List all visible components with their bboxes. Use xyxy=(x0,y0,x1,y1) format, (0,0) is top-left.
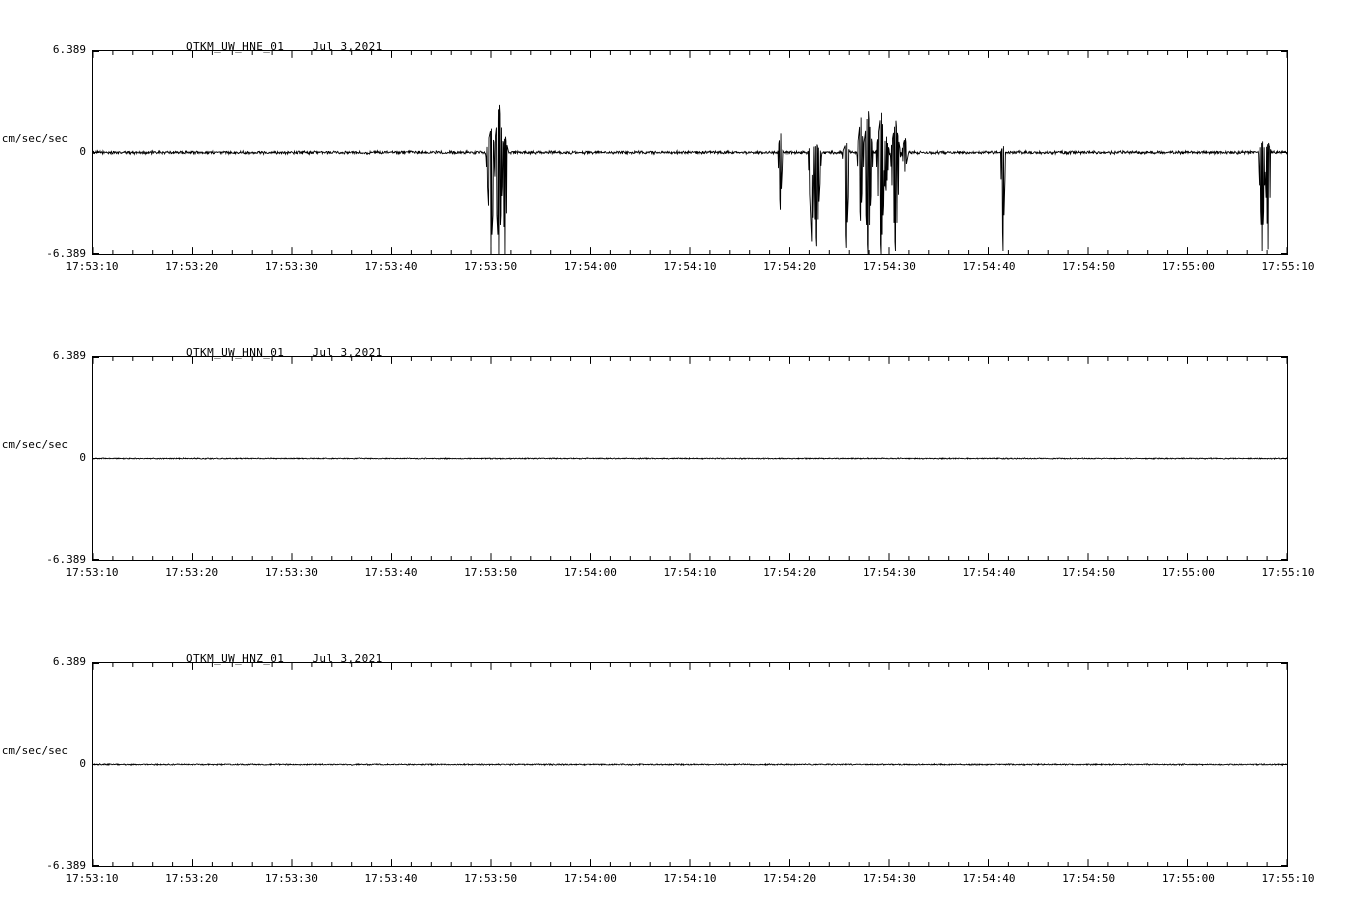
x-tick-label: 17:54:40 xyxy=(962,566,1016,579)
panel-title-hnn: QTKM_UW_HNN_01 Jul 3,2021 xyxy=(186,346,383,359)
x-tick-label: 17:53:40 xyxy=(364,260,418,273)
x-tick-label: 17:53:20 xyxy=(165,566,219,579)
x-tick-label: 17:54:50 xyxy=(1062,872,1116,885)
x-tick-label: 17:54:20 xyxy=(763,260,817,273)
x-tick-label: 17:53:40 xyxy=(364,566,418,579)
x-tick-label: 17:54:30 xyxy=(862,872,916,885)
x-tick-label: 17:55:10 xyxy=(1261,566,1315,579)
x-axis-hne xyxy=(65,260,1315,280)
x-tick-label: 17:53:40 xyxy=(364,872,418,885)
y-tick-mid-hnz: 0 xyxy=(79,757,86,770)
x-tick-label: 17:54:00 xyxy=(563,260,617,273)
x-tick-label: 17:55:10 xyxy=(1261,872,1315,885)
x-tick-label: 17:53:50 xyxy=(464,566,518,579)
x-tick-label: 17:54:50 xyxy=(1062,260,1116,273)
plot-area-hnz xyxy=(92,662,1288,867)
x-tick-label: 17:54:10 xyxy=(663,566,717,579)
x-tick-label: 17:54:50 xyxy=(1062,566,1116,579)
x-tick-label: 17:54:10 xyxy=(663,872,717,885)
y-tick-top-hnn: 6.389 xyxy=(52,349,86,362)
x-tick-label: 17:53:50 xyxy=(464,872,518,885)
panel-title-hne: QTKM_UW_HNE_01 Jul 3,2021 xyxy=(186,40,383,53)
x-tick-label: 17:53:30 xyxy=(264,872,318,885)
x-tick-label: 17:53:10 xyxy=(65,260,119,273)
y-tick-mid-hne: 0 xyxy=(79,145,86,158)
x-tick-label: 17:53:30 xyxy=(264,566,318,579)
y-tick-mid-hnn: 0 xyxy=(79,451,86,464)
x-axis-hnz xyxy=(65,872,1315,892)
y-tick-bottom-hnn: -6.389 xyxy=(46,553,86,566)
x-tick-label: 17:54:00 xyxy=(563,872,617,885)
x-tick-label: 17:53:10 xyxy=(65,566,119,579)
seismogram-panel-hne xyxy=(0,12,1358,298)
waveform-trace-hne xyxy=(93,51,1287,254)
x-tick-label: 17:53:10 xyxy=(65,872,119,885)
x-tick-label: 17:55:10 xyxy=(1261,260,1315,273)
x-tick-label: 17:55:00 xyxy=(1161,566,1215,579)
y-axis-hne xyxy=(0,43,86,260)
y-tick-bottom-hnz: -6.389 xyxy=(46,859,86,872)
seismogram-panel-hnz xyxy=(0,624,1358,910)
plot-area-hne xyxy=(92,50,1288,255)
x-tick-label: 17:54:20 xyxy=(763,872,817,885)
y-tick-top-hnz: 6.389 xyxy=(52,655,86,668)
x-tick-label: 17:53:50 xyxy=(464,260,518,273)
y-axis-hnz xyxy=(0,655,86,872)
x-tick-label: 17:55:00 xyxy=(1161,872,1215,885)
x-tick-label: 17:54:10 xyxy=(663,260,717,273)
seismogram-panel-hnn xyxy=(0,318,1358,604)
x-tick-label: 17:54:40 xyxy=(962,872,1016,885)
x-tick-label: 17:54:00 xyxy=(563,566,617,579)
x-axis-hnn xyxy=(65,566,1315,586)
y-axis-unit-hnz: cm/sec/sec xyxy=(1,744,68,757)
y-tick-top-hne: 6.389 xyxy=(52,43,86,56)
y-axis-hnn xyxy=(0,349,86,566)
panel-title-hnz: QTKM_UW_HNZ_01 Jul 3,2021 xyxy=(186,652,383,665)
waveform-trace-hnn xyxy=(93,357,1287,560)
y-axis-unit-hne: cm/sec/sec xyxy=(1,132,68,145)
x-tick-label: 17:54:30 xyxy=(862,566,916,579)
x-tick-label: 17:53:30 xyxy=(264,260,318,273)
x-tick-label: 17:54:40 xyxy=(962,260,1016,273)
x-tick-label: 17:54:30 xyxy=(862,260,916,273)
y-tick-bottom-hne: -6.389 xyxy=(46,247,86,260)
x-tick-label: 17:54:20 xyxy=(763,566,817,579)
y-axis-unit-hnn: cm/sec/sec xyxy=(1,438,68,451)
waveform-trace-hnz xyxy=(93,663,1287,866)
plot-area-hnn xyxy=(92,356,1288,561)
x-tick-label: 17:55:00 xyxy=(1161,260,1215,273)
x-tick-label: 17:53:20 xyxy=(165,872,219,885)
x-tick-label: 17:53:20 xyxy=(165,260,219,273)
